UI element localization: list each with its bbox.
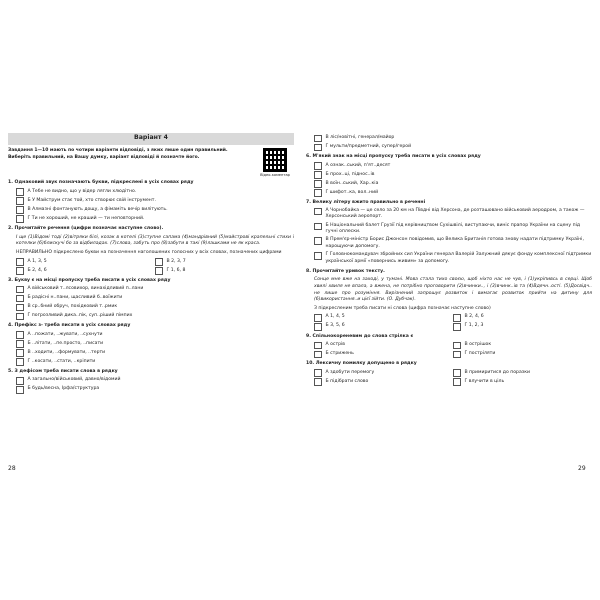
question-9	[306, 334, 592, 359]
question-7	[306, 200, 592, 266]
question-2	[8, 226, 294, 275]
checkbox[interactable]	[16, 286, 24, 294]
checkbox[interactable]	[16, 377, 24, 385]
answer-option[interactable]: А Тебе не видно, що у відер лягли хлюдітно.	[16, 188, 294, 196]
checkbox[interactable]	[314, 144, 322, 152]
left-page	[8, 133, 294, 394]
checkbox[interactable]	[16, 188, 24, 196]
checkbox[interactable]	[16, 349, 24, 357]
answer-option[interactable]: Б підібрати слово	[314, 378, 453, 386]
question-4	[8, 323, 294, 366]
answer-option[interactable]: Б ..літати, ..пе.просто, ..писати	[16, 340, 294, 348]
answer-option[interactable]: Б радісні н..пани, щасливий б..воїжити	[16, 295, 294, 303]
checkbox[interactable]	[16, 267, 24, 275]
question-text: 4. Префікс з- треба писати в усіх словах ряду	[8, 323, 131, 329]
answer-option[interactable]: Г погрозливий дика..пік, суп..ріший пімпих	[16, 313, 294, 321]
answer-option[interactable]: Б У Майструм стає той, хто створює свій інструмент.	[16, 197, 294, 205]
checkbox[interactable]	[16, 215, 24, 223]
qr-block	[256, 148, 294, 177]
right-page	[306, 133, 592, 386]
answer-option[interactable]: Б будь/весна, Ірфа/структура	[16, 386, 294, 394]
checkbox[interactable]	[16, 304, 24, 312]
answer-option[interactable]: В воїн..ський, Хар..кіа	[314, 180, 592, 188]
answer-option[interactable]: В Прем'єр-міністр Борис Джонсон повідомив, що Велика Британія готова знову надати підтримку Україні, нарощуючи допомогу.	[314, 237, 592, 250]
answer-option[interactable]: А ..пожати, ..жувати, ..сухнути	[16, 331, 294, 339]
checkbox[interactable]	[314, 135, 322, 143]
question-text: 10. Лексичну помилку допущено в рядку	[306, 361, 417, 367]
answer-option[interactable]: А 1, 4, 5	[314, 314, 453, 322]
checkbox[interactable]	[314, 252, 322, 260]
answer-option[interactable]: Г 1, 6, 8	[155, 267, 294, 275]
checkbox[interactable]	[314, 323, 322, 331]
answer-option[interactable]: Б Національний балет Грузії під керівництвом Сухішвілі, виступаючи, виніс прапор України на сцену під гучні оплески.	[314, 223, 592, 236]
answer-option[interactable]: В примиритися до поразки	[453, 369, 592, 377]
question-text: 2. Прочитайте речення (цифри позначає наступне слово).	[8, 225, 164, 231]
answer-option[interactable]: В Алмазні фонтанують дощу, а фімаміть вечір вилітують.	[16, 206, 294, 214]
answer-option[interactable]: Г Головнокомандувач збройних сил України генерал Валерій Залужний дякує фонду комплексної підтримки української армії «повернись живим» за допомогу.	[314, 252, 592, 265]
question-5-continued	[306, 135, 592, 152]
checkbox[interactable]	[16, 331, 24, 339]
answer-option[interactable]: А Чорнобайка — це село за 20 км на Півдні від Херсона, де розташовано військовий аеродром, а також — Херсонський аеропорт.	[314, 208, 592, 221]
answer-option[interactable]: Б стрижень	[314, 351, 453, 359]
answer-option[interactable]: А острів	[314, 342, 453, 350]
checkbox[interactable]	[453, 378, 461, 386]
question-text: 6. М'який знак на місці пропуску треба писати в усіх словах ряду	[306, 154, 481, 159]
answer-option[interactable]: А 1, 3, 5	[16, 258, 155, 266]
checkbox[interactable]	[453, 351, 461, 359]
checkbox[interactable]	[314, 351, 322, 359]
checkbox[interactable]	[16, 358, 24, 366]
checkbox[interactable]	[16, 386, 24, 394]
qr-code-icon[interactable]	[263, 148, 287, 172]
checkbox[interactable]	[453, 342, 461, 350]
checkbox[interactable]	[314, 378, 322, 386]
page-number-right: 29	[578, 465, 586, 472]
answer-option[interactable]: В острішок	[453, 342, 592, 350]
checkbox[interactable]	[314, 314, 322, 322]
answer-option[interactable]: Г Ти не хороший, не краший — ти неповторний.	[16, 215, 294, 223]
question-3	[8, 278, 294, 321]
checkbox[interactable]	[16, 197, 24, 205]
question-note: НЕПРАВИЛЬНО підкреслено букви на позначення наголошених голосних у всіх словах, позначених цифрами	[16, 249, 282, 255]
reading-passage: І ще (1)Відомі тоді (2)вітряки білі, козак в котелі (3)ступне сапама (4)мандрівний (5)майстрові крапельні стихи і котелки (6)блискучі бо за відбиладах. (7)слова, забуть про (8)забути в такі (9)лашками не як краса.	[16, 234, 294, 247]
checkbox[interactable]	[16, 340, 24, 348]
answer-option[interactable]: А загально/військовий, давно/відомий	[16, 377, 294, 385]
checkbox[interactable]	[453, 369, 461, 377]
question-text: 8. Прочитайте уривок тексту.	[306, 268, 385, 274]
checkbox[interactable]	[314, 171, 322, 179]
answer-option[interactable]: Б 3, 5, 6	[314, 323, 453, 331]
question-text: 7. Велику літеру вжито правильно в реченні	[306, 199, 426, 205]
question-8	[306, 269, 592, 331]
question-10	[306, 361, 592, 386]
checkbox[interactable]	[453, 314, 461, 322]
checkbox[interactable]	[155, 267, 163, 275]
answer-option[interactable]: А військовий т..лсовихор, винахідливий п..лани	[16, 286, 294, 294]
checkbox[interactable]	[16, 295, 24, 303]
question-6	[306, 154, 592, 197]
answer-option[interactable]: В ..ходити, ..формувати, ..терти	[16, 349, 294, 357]
answer-option[interactable]: В 2, 4, 6	[453, 314, 592, 322]
answer-option[interactable]: А ознак..ський, п'ят..десят	[314, 162, 592, 170]
question-text: 5. З дефісом треба писати слова в рядку	[8, 368, 118, 374]
checkbox[interactable]	[314, 208, 322, 216]
answer-option[interactable]: А здобути перемогу	[314, 369, 453, 377]
answer-option[interactable]: Г постріляти	[453, 351, 592, 359]
checkbox[interactable]	[314, 237, 322, 245]
question-text: 9. Спільнокореневим до слова стрілка є	[306, 333, 414, 339]
qr-caption: Відео-коментар	[260, 172, 290, 177]
checkbox[interactable]	[453, 323, 461, 331]
question-text: 3. Букву є на місці пропуску треба писати в усіх словах ряду	[8, 277, 171, 283]
answer-option[interactable]: Г мульти/предметний, супер/герой	[314, 144, 592, 152]
answer-option[interactable]: Г влучити в ціль	[453, 378, 592, 386]
answer-option[interactable]: Г 1, 2, 3	[453, 323, 592, 331]
answer-option[interactable]: В ср..бний обруч, похідковий т..рмик	[16, 304, 294, 312]
instructions: Завдання 1—10 мають по чотири варіанти відповіді, з яких лише один правильний. Виберіть правильний, на Вашу думку, варіант відповіді й позначте його.	[8, 147, 228, 160]
checkbox[interactable]	[16, 206, 24, 214]
question-1	[8, 180, 294, 223]
answer-option[interactable]: Б прох..ці, піднос..ів	[314, 171, 592, 179]
checkbox[interactable]	[155, 258, 163, 266]
answer-option[interactable]: Г шифот..ка, вол..ний	[314, 189, 592, 197]
page-number-left: 28	[8, 465, 16, 472]
checkbox[interactable]	[314, 180, 322, 188]
answer-option[interactable]: В 2, 3, 7	[155, 258, 294, 266]
variant-title: Варіант 4	[8, 133, 294, 145]
answer-option[interactable]: Г ..косати, ..стати, ..кріпити	[16, 358, 294, 366]
question-note: З підкресленим треба писати ні слова (цифра позначає наступне слово)	[314, 305, 491, 311]
answer-option[interactable]: В ліс/новітні, генерал/майор	[314, 135, 592, 143]
checkbox[interactable]	[314, 223, 322, 231]
checkbox[interactable]	[314, 342, 322, 350]
answer-option[interactable]: Б 2, 4, 6	[16, 267, 155, 275]
checkbox[interactable]	[314, 189, 322, 197]
checkbox[interactable]	[16, 313, 24, 321]
checkbox[interactable]	[314, 369, 322, 377]
reading-passage: Сонце мне вже на заході, у тумані. Мова стала тихо своєю, щоб ніхто нас не чув, і (1)укріпивсь в серці. Щоб хвилі хвиля не впала, а вжена, не потрібно проговорити (2)вчинки.., і (3)вчинк..ів та (4)Вдячн..ості. (5)Досвідч.. не лише про розуміння. Вирізнений запрошує розвиток і вимагає розвиток прийти на дитину для (6)використання..и цієї зійти. (О. Дубчак).	[314, 277, 592, 303]
checkbox[interactable]	[16, 258, 24, 266]
question-text: 1. Однаковий звук позначають букви, підкреслені в усіх словах ряду	[8, 180, 194, 186]
question-5	[8, 369, 294, 394]
checkbox[interactable]	[314, 162, 322, 170]
